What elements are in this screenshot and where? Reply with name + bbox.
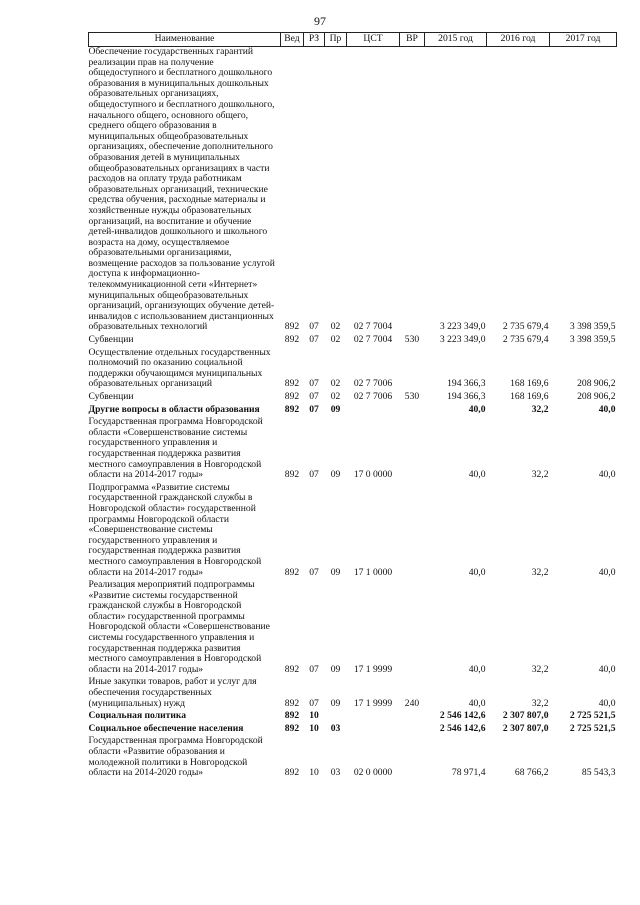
table-row [89, 735, 617, 779]
row-name: Государственная программа Новгородской области «Совершенствование системы государственного управления и государственная поддержка развития местного самоуправления в Новгородской области на 2014-2017 годы» [88, 416, 263, 481]
row-cst: 02 0 0000 [353, 767, 393, 779]
row-2016: 168 169,6 [510, 391, 549, 402]
row-rz: 07 [309, 334, 319, 346]
header-vr: ВР [400, 33, 425, 47]
row-2017: 40,0 [598, 697, 616, 709]
row-vr [400, 347, 425, 391]
row-rz: 07 [309, 469, 319, 481]
row-2015: 194 366,3 [447, 378, 486, 390]
row-vr [400, 735, 425, 779]
row-2015: 40,0 [468, 663, 486, 675]
row-name: Социальное обеспечение населения [88, 722, 244, 734]
row-rz: 07 [309, 663, 319, 675]
table-row [89, 482, 617, 579]
table-row [89, 404, 617, 417]
row-pr: 02 [330, 321, 341, 333]
row-ved: 892 [284, 334, 300, 346]
row-ved: 892 [284, 663, 300, 675]
row-rz: 07 [309, 391, 319, 402]
row-cst [347, 723, 400, 736]
header-2017: 2017 год [550, 33, 617, 47]
row-cst: 02 7 7004 [353, 321, 393, 333]
table-row [89, 723, 617, 736]
row-vr [400, 710, 425, 723]
row-2015: 3 223 349,0 [439, 321, 486, 333]
row-cst: 17 1 0000 [353, 566, 393, 578]
table-row [89, 710, 617, 723]
row-name: Подпрограмма «Развитие системы государственной гражданской службы в Новгородской области» государственной программы Новгородской области «Совершенствование системы государственного управления и государственная поддержка развития местного самоуправления в Новгородской области на 2014-2017 годы» [88, 481, 262, 578]
row-2015: 3 223 349,0 [439, 334, 486, 346]
row-2017: 40,0 [598, 566, 616, 578]
header-name: Наименование [89, 33, 281, 47]
row-2015: 40,0 [468, 469, 486, 481]
header-2015: 2015 год [425, 33, 487, 47]
row-cst: 17 1 9999 [353, 663, 393, 675]
row-cst [347, 404, 400, 417]
row-2015: 2 546 142,6 [439, 722, 486, 734]
row-name: Субвенции [88, 334, 134, 346]
row-2016: 2 307 807,0 [502, 710, 549, 722]
row-2016: 168 169,6 [510, 378, 549, 390]
row-ved: 892 [284, 321, 300, 333]
row-pr [325, 710, 347, 723]
row-2017: 3 398 359,5 [569, 334, 616, 346]
row-2017: 3 398 359,5 [569, 321, 616, 333]
row-2017: 208 906,2 [577, 391, 616, 402]
row-2016: 2 735 679,4 [502, 334, 549, 346]
row-cst: 02 7 7004 [353, 334, 393, 346]
row-2015: 40,0 [468, 403, 486, 415]
row-ved: 892 [284, 403, 300, 415]
row-pr: 03 [330, 767, 341, 779]
row-2017: 2 725 521,5 [569, 710, 616, 722]
row-ved: 892 [284, 391, 300, 402]
row-vr [400, 404, 425, 417]
header-pr: Пр [325, 33, 347, 47]
row-2016: 2 735 679,4 [502, 321, 549, 333]
row-ved: 892 [284, 722, 300, 734]
table-row [89, 416, 617, 482]
table-row [89, 676, 617, 710]
header-ved: Вед [281, 33, 304, 47]
row-pr: 09 [330, 663, 341, 675]
row-2016: 32,2 [531, 469, 549, 481]
row-ved: 892 [284, 710, 300, 722]
row-pr: 09 [330, 566, 341, 578]
row-rz: 07 [309, 697, 319, 709]
row-name: Иные закупки товаров, работ и услуг для обеспечения государственных (муниципальных) нужд [88, 676, 257, 709]
row-vr: 240 [404, 697, 420, 709]
header-2016: 2016 год [487, 33, 550, 47]
row-cst: 02 7 7006 [353, 378, 393, 390]
row-pr: 09 [330, 403, 341, 415]
row-rz: 07 [309, 566, 319, 578]
row-vr [400, 579, 425, 676]
row-cst: 02 7 7006 [353, 391, 393, 402]
row-2017: 40,0 [598, 663, 616, 675]
row-2017: 40,0 [598, 403, 616, 415]
row-2016: 32,2 [531, 403, 549, 415]
row-ved: 892 [284, 566, 300, 578]
row-2015: 194 366,3 [447, 391, 486, 402]
row-rz: 10 [309, 710, 319, 722]
row-vr [400, 416, 425, 482]
row-name: Социальная политика [88, 710, 187, 722]
header-cst: ЦСТ [347, 33, 400, 47]
header-rz: РЗ [304, 33, 325, 47]
row-rz: 07 [309, 321, 319, 333]
row-name: Осуществление отдельных государственных полномочий по оказанию социальной поддержки обучающимся муниципальных образовательных организаций [88, 346, 271, 390]
row-2015: 40,0 [468, 566, 486, 578]
row-cst: 17 0 0000 [353, 469, 393, 481]
row-ved: 892 [284, 469, 300, 481]
row-ved: 892 [284, 378, 300, 390]
row-cst [347, 710, 400, 723]
row-ved: 892 [284, 697, 300, 709]
row-pr: 02 [330, 334, 341, 346]
row-vr [400, 47, 425, 335]
row-2015: 2 546 142,6 [439, 710, 486, 722]
row-pr: 03 [330, 722, 341, 734]
row-rz: 10 [309, 767, 319, 779]
row-vr: 530 [404, 391, 420, 402]
row-ved: 892 [284, 767, 300, 779]
row-name: Реализация мероприятий подпрограммы «Развитие системы государственной гражданской службы в Новгородской области» государственной программы Новгородской области «Совершенствование системы государственного управления и государственная поддержка развития местного самоуправления в Новгородской области на 2014-2017 годы» [88, 579, 270, 675]
row-pr: 09 [330, 697, 341, 709]
row-2016: 32,2 [531, 663, 549, 675]
row-vr [400, 723, 425, 736]
row-2016: 32,2 [531, 697, 549, 709]
row-cst: 17 1 9999 [353, 697, 393, 709]
table-row [89, 334, 617, 347]
row-pr: 02 [330, 378, 341, 390]
row-name: Обеспечение государственных гарантий реализации прав на получение общедоступного и бесплатного дошкольного образования в муниципальных дошкольных образовательных организациях, общедоступного и бесплатного дошкольного, начального общего, основного общего, среднего общего образования в муниципальных общеобразовательных организациях, обеспечение дополнительного образования детей в муниципальных общеобразовательных организациях в части расходов на оплату труда работникам образовательных организаций, технические средства обучения, расходные материалы и хозяйственные нужды образовательных организаций, на воспитание и обучение детей-инвалидов дошкольного и школьного возраста на дому, осуществляемое образовательными организациями, возмещение расходов за пользование услугой доступа к информационно-телекоммуникационной сети «Интернет» муниципальных общеобразовательных организаций, организующих обучение детей-инвалидов с использованием дистанционных образовательных технологий [88, 46, 275, 333]
row-name: Государственная программа Новгородской области «Развитие образования и молодежной политики в Новгородской области на 2014-2020 годы» [88, 735, 263, 779]
row-2017: 208 906,2 [577, 378, 616, 390]
row-2017: 2 725 521,5 [569, 722, 616, 734]
row-2017: 40,0 [598, 469, 616, 481]
table-body [89, 47, 617, 780]
table-header [89, 33, 617, 47]
row-pr: 02 [330, 391, 341, 402]
row-name: Субвенции [88, 391, 134, 402]
row-rz: 07 [309, 378, 319, 390]
row-name: Другие вопросы в области образования [88, 403, 260, 415]
page-number: 97 [314, 14, 326, 28]
row-rz: 10 [309, 722, 319, 734]
row-vr [400, 482, 425, 579]
row-2016: 32,2 [531, 566, 549, 578]
table-row [89, 47, 617, 335]
row-pr: 09 [330, 469, 341, 481]
budget-table [88, 32, 617, 780]
table-row [89, 347, 617, 391]
row-2015: 40,0 [468, 697, 486, 709]
table-row [89, 579, 617, 676]
row-2015: 78 971,4 [451, 767, 486, 779]
row-rz: 07 [309, 403, 319, 415]
row-2016: 68 766,2 [514, 767, 549, 779]
row-vr: 530 [404, 334, 420, 346]
row-2016: 2 307 807,0 [502, 722, 549, 734]
row-2017: 85 543,3 [581, 767, 616, 779]
table-row [89, 391, 617, 404]
